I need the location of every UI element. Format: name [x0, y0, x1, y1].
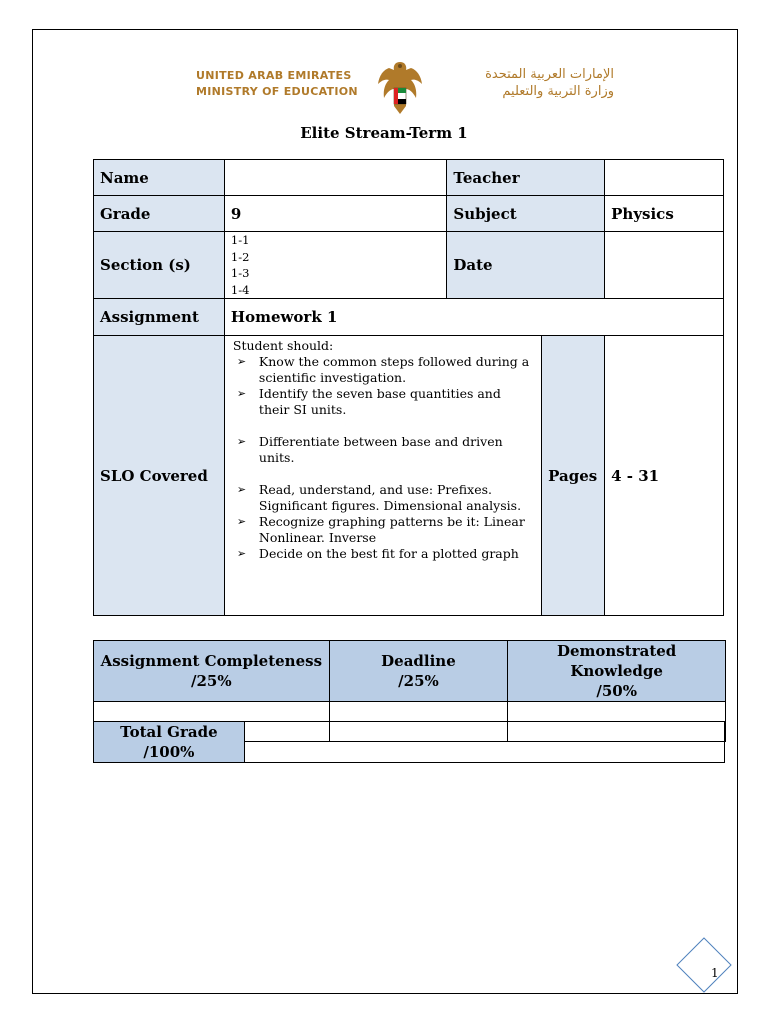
deadline-label: Deadline [381, 652, 456, 670]
document-title: Elite Stream-Term 1 [300, 124, 468, 142]
ministry-header [190, 58, 620, 120]
subject-label: Subject [447, 196, 605, 232]
arrow-bullet-icon: ➢ [236, 355, 247, 368]
total-grade-weight: /100% [143, 743, 195, 761]
ministry-name-english [196, 68, 358, 100]
slo-item [236, 514, 535, 546]
page-number-diamond-icon [676, 937, 732, 993]
name-field[interactable] [224, 160, 446, 196]
ministry-ar-line-2: وزارة التربية والتعليم [502, 84, 614, 99]
teacher-field[interactable] [605, 160, 724, 196]
section-item: 1-1 [230, 233, 250, 247]
slo-item [236, 386, 535, 418]
assignment-label: Assignment [94, 299, 225, 336]
arrow-bullet-icon: ➢ [236, 547, 247, 560]
slo-label: SLO Covered [94, 336, 225, 616]
info-row-section [94, 232, 724, 299]
arrow-bullet-icon: ➢ [236, 435, 247, 448]
page-number: 1 [711, 966, 719, 980]
slo-list [231, 354, 535, 562]
slo-item-text: Identify the seven base quantities and their SI units. [258, 386, 501, 417]
slo-item-text: Differentiate between base and driven units. [258, 434, 503, 465]
total-grade-label: Total Grade [120, 723, 218, 741]
section-item: 1-4 [230, 282, 250, 297]
slo-item [236, 434, 535, 466]
info-row-name [94, 160, 724, 196]
deadline-weight: /25% [398, 672, 439, 690]
completeness-label: Assignment Completeness [100, 652, 323, 670]
arrow-bullet-icon: ➢ [236, 515, 247, 528]
subject-value: Physics [605, 196, 724, 232]
grade-label: Grade [94, 196, 225, 232]
grading-header-row [94, 641, 726, 702]
teacher-label: Teacher [447, 160, 605, 196]
name-label: Name [94, 160, 225, 196]
knowledge-header [508, 641, 726, 702]
arrow-bullet-icon: ➢ [236, 483, 247, 496]
section-item: 1-2 [230, 249, 250, 264]
info-row-slo [94, 336, 724, 616]
ministry-ar-line-1: الإمارات العربية المتحدة [485, 67, 614, 82]
slo-item [236, 354, 535, 386]
falcon-emblem-icon [373, 58, 427, 118]
section-item: 1-3 [230, 266, 250, 280]
assignment-info-table [93, 159, 724, 616]
assignment-value: Homework 1 [224, 299, 723, 336]
info-row-grade [94, 196, 724, 232]
deadline-header [329, 641, 508, 702]
total-grade-field[interactable] [244, 722, 724, 763]
slo-intro: Student should: [232, 338, 334, 353]
slo-item [236, 482, 535, 514]
pages-label: Pages [542, 336, 605, 616]
total-grade-table [93, 721, 725, 763]
slo-content [224, 336, 541, 616]
arrow-bullet-icon: ➢ [236, 387, 247, 400]
info-row-assignment [94, 299, 724, 336]
total-grade-header [94, 722, 245, 763]
completeness-header [94, 641, 330, 702]
date-field[interactable] [605, 232, 724, 299]
slo-item-text: Know the common steps followed during a scientific investigation. [258, 354, 530, 385]
pages-value: 4 - 31 [605, 336, 724, 616]
ministry-line-2: MINISTRY OF EDUCATION [196, 85, 358, 98]
total-grade-row [94, 722, 725, 763]
knowledge-weight: /50% [596, 682, 637, 700]
knowledge-label: Demonstrated Knowledge [557, 642, 677, 680]
slo-item [236, 546, 535, 562]
section-label: Section (s) [94, 232, 225, 299]
slo-item-text: Read, understand, and use: Prefixes. Significant figures. Dimensional analysis. [258, 482, 522, 513]
slo-item-text: Decide on the best fit for a plotted graph [258, 546, 519, 561]
ministry-name-arabic [485, 66, 614, 100]
slo-item-text: Recognize graphing patterns be it: Linear Nonlinear. Inverse [258, 514, 525, 545]
ministry-line-1: UNITED ARAB EMIRATES [196, 69, 352, 82]
date-label: Date [447, 232, 605, 299]
completeness-weight: /25% [191, 672, 232, 690]
section-list [224, 232, 446, 299]
grade-value: 9 [224, 196, 446, 232]
